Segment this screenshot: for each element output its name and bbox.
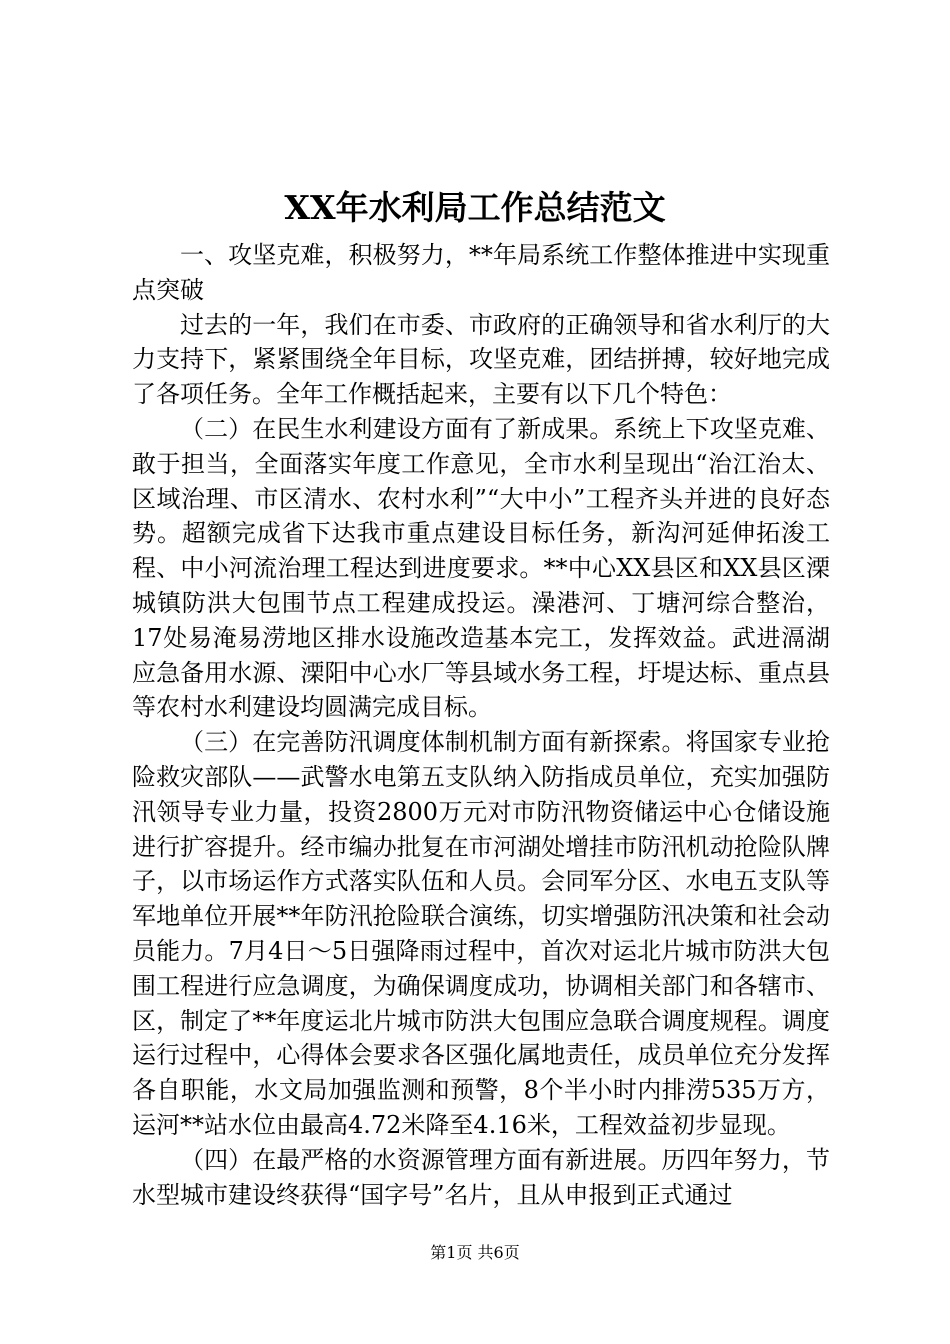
- paragraph-section-4: （四）在最严格的水资源管理方面有新进展。历四年努力，节水型城市建设终获得“国字号”名片，且从申报到正式通过: [132, 1145, 830, 1209]
- document-body: [132, 238, 830, 1212]
- paragraph-intro: 过去的一年，我们在市委、市政府的正确领导和省水利厅的大力支持下，紧紧围绕全年目标，攻坚克难，团结拼搏，较好地完成了各项任务。全年工作概括起来，主要有以下几个特色：: [132, 310, 830, 409]
- paragraph-section-2: （二）在民生水利建设方面有了新成果。系统上下攻坚克难、敢于担当，全面落实年度工作意见，全市水利呈现出“治江治太、区域治理、市区清水、农村水利”“大中小”工程齐头并进的良好态势。超额完成省下达我市重点建设目标任务，新沟河延伸拓浚工程、中小河流治理工程达到进度要求。**中心XX县区和XX县区溧城镇防洪大包围节点工程建成投运。澡港河、丁塘河综合整治，17处易淹易涝地区排水设施改造基本完工，发挥效益。武进滆湖应急备用水源、溧阳中心水厂等县域水务工程，圩堤达标、重点县等农村水利建设均圆满完成目标。: [132, 414, 830, 722]
- paragraph-section-3: （三）在完善防汛调度体制机制方面有新探索。将国家专业抢险救灾部队——武警水电第五支队纳入防指成员单位，充实加强防汛领导专业力量，投资2800万元对市防汛物资储运中心仓储设施进行扩容提升。经市编办批复在市河湖处增挂市防汛机动抢险队牌子，以市场运作方式落实队伍和人员。会同军分区、水电五支队等军地单位开展**年防汛抢险联合演练，切实增强防汛决策和社会动员能力。7月4日～5日强降雨过程中，首次对运北片城市防洪大包围工程进行应急调度，为确保调度成功，协调相关部门和各辖市、区，制定了**年度运北片城市防洪大包围应急联合调度规程。调度运行过程中，心得体会要求各区强化属地责任，成员单位充分发挥各自职能，水文局加强监测和预警，8个半小时内排涝535万方，运河**站水位由最高4.72米降至4.16米，工程效益初步显现。: [132, 728, 830, 1139]
- section-heading-1: 一、攻坚克难，积极努力，**年局系统工作整体推进中实现重点突破: [132, 241, 830, 304]
- page-title: XX年水利局工作总结范文: [284, 188, 666, 227]
- page-footer: 第1页 共6页: [430, 1243, 520, 1262]
